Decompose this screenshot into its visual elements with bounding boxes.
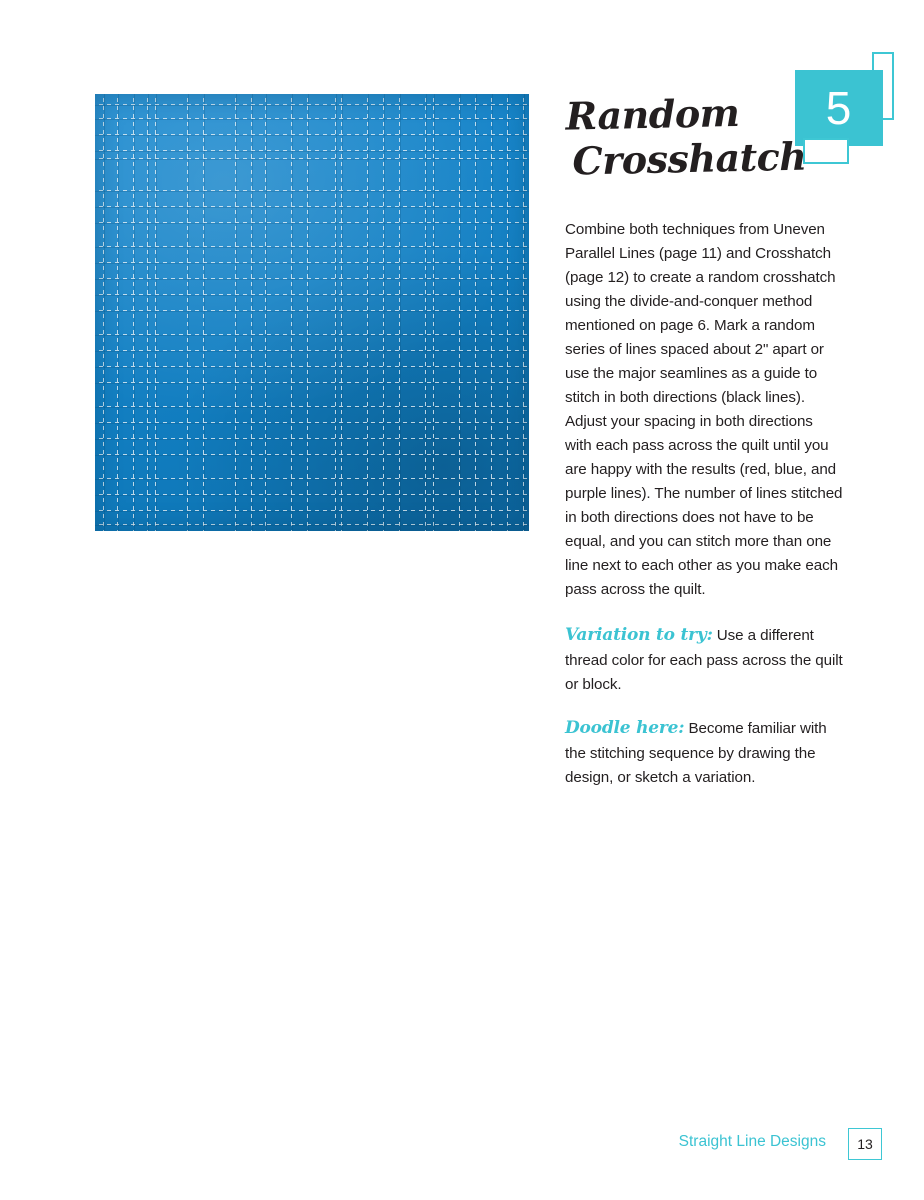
variation-heading: Variation to try: — [565, 625, 713, 646]
footer-section-label: Straight Line Designs — [678, 1133, 826, 1150]
variation-text: Use a different thread color for each pass across the quilt or block. — [565, 627, 843, 694]
doodle-text: Become familiar with the stitching sequence by drawing the design, or sketch a variation. — [565, 720, 827, 787]
title-line-2: Crosshatch — [572, 133, 807, 184]
main-paragraph: Combine both techniques from Uneven Parallel Lines (page 11) and Crosshatch (page 12) to create a random crosshatch using the divide-and-conquer method mentioned on page 6. Mark a random series of lines spaced about 2" apart or use the major seamlines as a guide to stitch in both directions (black lines). Adjust your spacing in both directions with each pass across the quilt until you are happy with the results (red, blue, and purple lines). The number of lines stitched in both directions does not have to be equal, and you can stitch more than one line next to each other as you make each pass across the quilt. — [565, 221, 843, 599]
doodle-paragraph — [565, 715, 843, 790]
doodle-heading: Doodle here: — [565, 718, 685, 739]
page-title — [565, 89, 817, 184]
body-column — [565, 218, 843, 808]
page-footer — [0, 1128, 924, 1162]
chapter-number: 5 — [825, 82, 853, 134]
page-number: 13 — [848, 1128, 882, 1160]
title-line-1: Random — [565, 89, 740, 139]
quilt-photo — [95, 94, 529, 531]
quilt-fabric — [95, 94, 529, 531]
variation-paragraph — [565, 622, 843, 697]
